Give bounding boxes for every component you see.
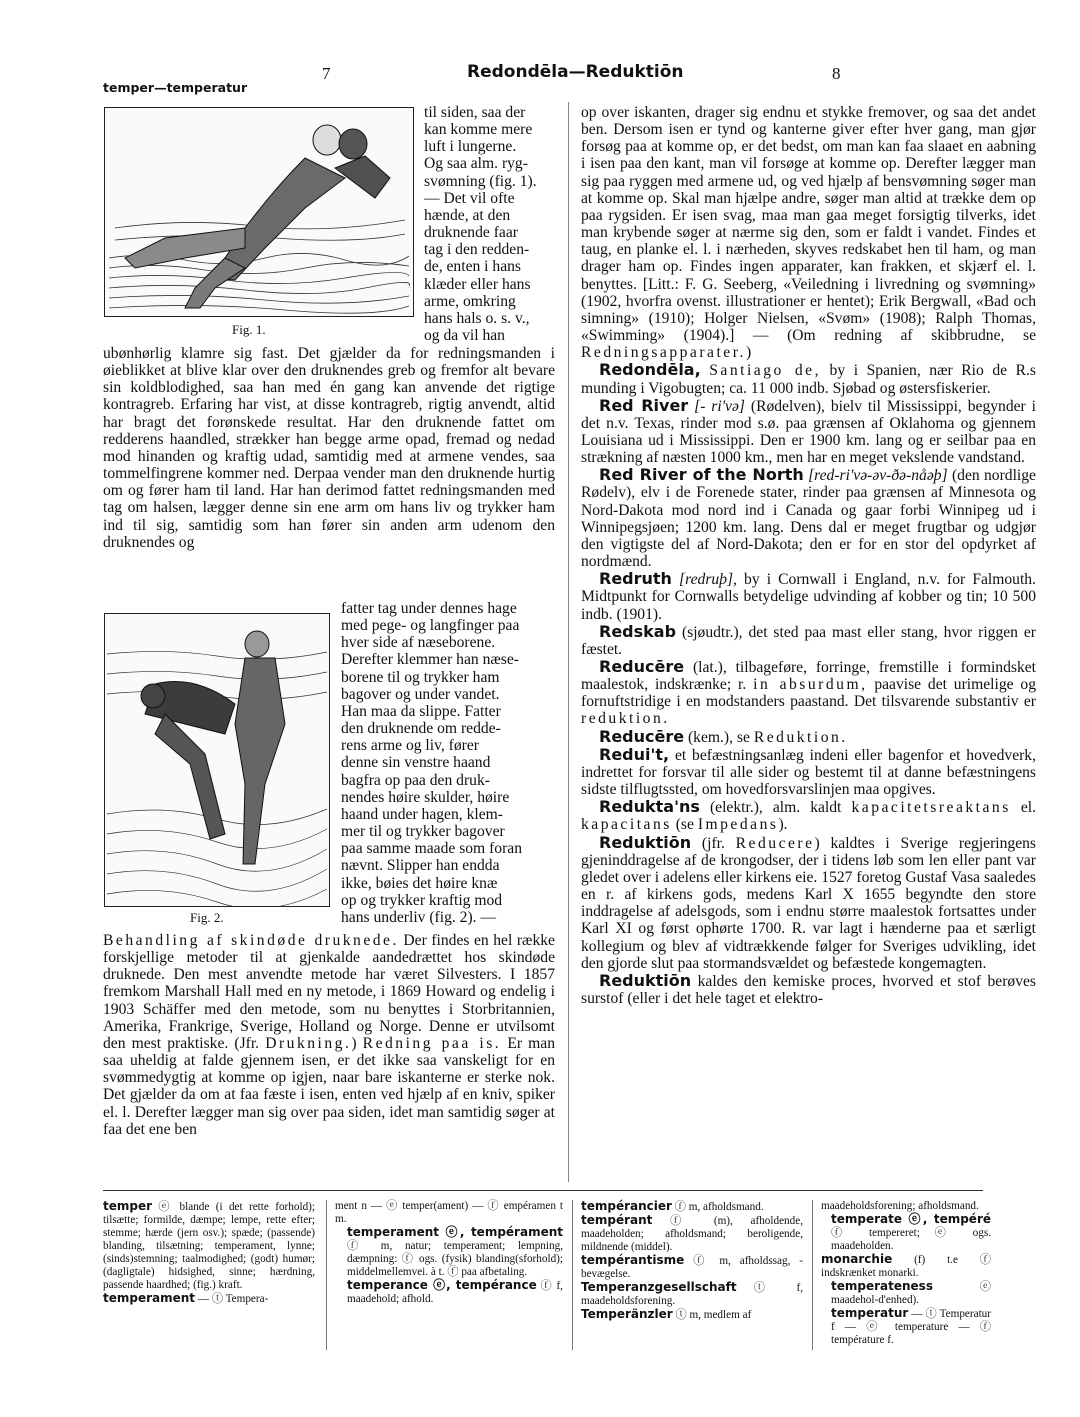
glossary-entry — [581, 1214, 803, 1254]
entry-reducere-lat — [581, 658, 1036, 728]
pronunciation: [redruþ], — [679, 571, 737, 589]
line: — Det vil ofte — [424, 189, 515, 207]
cross-reference-drukning[interactable]: Drukning. — [265, 1034, 352, 1052]
subheading-redning-paa-is: Redning paa is. — [362, 1034, 502, 1052]
glossary-entry — [335, 1279, 563, 1306]
glossary-headword: temperament — [103, 1291, 196, 1306]
line: med pege- og langfinger paa — [341, 617, 520, 635]
glossary-text: ⓣ f, maadeholdsforening. — [581, 1282, 803, 1308]
glossary-headword: Temperanzgesellschaft — [581, 1280, 737, 1295]
glossary-entry — [821, 1253, 991, 1280]
glossary-text: ⓕ (m), afholdende, maadeholden; afholdsmand; beroligende, mildnende (middel). — [581, 1215, 803, 1254]
glossary-entry — [581, 1281, 803, 1308]
line: hans underliv (fig. 2). — — [341, 908, 497, 926]
glossary-entry — [335, 1200, 563, 1226]
line: de, enten i hans — [424, 258, 521, 276]
glossary-headword: Temperänzler — [581, 1307, 673, 1322]
glossary-entry — [581, 1200, 803, 1214]
line: kan komme mere — [424, 121, 533, 139]
footer-column-4 — [812, 1200, 991, 1350]
line: luft i lungerne. — [424, 138, 517, 156]
line: tag i den redden- — [424, 241, 530, 259]
entry-text: (kem.), se — [684, 728, 750, 746]
entry-text: by i Spanien, nær Rio de R.s munding i Vigobugten; ca. 11 000 indb. Sjøbad og østersfiskerier. — [581, 362, 1036, 397]
headword: Redskab — [599, 621, 677, 641]
line: borene til og trykker ham — [341, 668, 500, 686]
glossary-headword: temperance ⓔ, tempérance — [347, 1278, 537, 1293]
cross-reference-impedans[interactable]: Impedans — [697, 816, 779, 834]
glossary-text: ⓕ m, natur; temperament; lempning, dæmpning: ⓕ ogs. (fysik) blanding(sforhold); middelmellemvei. à t. ⓕ paa afbetaling. — [347, 1240, 563, 1279]
entry-spaced: kapacitans — [581, 816, 672, 834]
line: Han maa da slippe. Fatter — [341, 702, 501, 720]
headword: Redondēla, — [599, 360, 701, 380]
glossary-entry — [821, 1307, 991, 1347]
line: nævnt. Slipper han endda — [341, 857, 500, 875]
entry-red-river-north — [581, 466, 1036, 570]
headword: Reducēre — [599, 726, 685, 746]
line: ikke, bøies det høire knæ — [341, 874, 498, 892]
entry-text: (den nordlige Rødelv), elv i de Forenede stater, rinder paa grænsen af Minnesota og Nord-Dakota mod nord ind i Canada og gaar forbi Winnipeg ud i Winnipegsjøen; 1200 km. lang. Dens dal er meget frugtbar og udgjør den vigtigste del af Nord-Dakota; den er for en stor del opdyrket af nordmænd. — [581, 467, 1036, 571]
entry-reduktion-sweden — [581, 834, 1036, 972]
entry-text: (elektr.), alm. kaldt — [699, 799, 842, 817]
glossary-entry — [103, 1292, 315, 1306]
glossary-text: ⓣ m, medlem af — [672, 1309, 752, 1322]
line: rens arme og liv, fører — [341, 737, 479, 755]
entry-reduktion-chem — [581, 972, 1036, 1007]
glossary-headword: temperate ⓔ, tempéré — [831, 1212, 991, 1227]
line: bagover og under vandet. — [341, 685, 500, 703]
pronunciation: [- ri'və] — [694, 397, 745, 415]
line: denne sin venstre haand — [341, 754, 491, 772]
line: druknende faar — [424, 224, 518, 242]
text-beside-figure-2 — [341, 600, 554, 926]
footer-column-1 — [103, 1200, 315, 1306]
line: bagfra op paa den druk- — [341, 771, 490, 789]
entry-text: paavise det urimelige og fornuftstridige i en modstanders paastand. Det tilsvarende substantiv er — [581, 676, 1036, 711]
entry-reduit — [581, 746, 1036, 798]
glossary-headword: temperateness — [831, 1279, 933, 1294]
underwater-rescue-drawing — [105, 614, 329, 906]
entry-reducere-kem — [581, 728, 1036, 746]
redning-text: Er man saa uheldig at falde gjennem isen, er det ikke saa vanskeligt for en svømmedygtig at komme op igjen, naar bare iskanterne er sterke nok. Det gjælder da om at faa fæste i isen, enten ved hjælp af en kniv, spiker el. l. Derefter lægger man sig over paa siden, idet man samtidig søger at faa det ene ben — [103, 1034, 555, 1138]
headword: Red River — [599, 395, 689, 415]
entry-text: (lat.), tilbageføre, forringe, fremstille i formindsket maalestok, indskrænke; r. — [581, 659, 1036, 694]
cross-reference-reducere[interactable]: Reducere — [735, 834, 815, 852]
glossary-headword: tempérancier — [581, 1199, 672, 1213]
line: mer til og trykker bagover — [341, 823, 505, 841]
entry-text: (Rødelven), bielv til Mississippi, begynder i det n.v. Texas, rinder mod s.ø. paa grænsen af Oklahoma og gjennem Louisiana ud i Mississippi. Den er 1900 km. lang og er seilbar paa en strækning af næsten 1000 km., men har en meget vekslende vandstand. — [581, 397, 1036, 467]
entry-text: et befæstningsanlæg indeni eller bagenfor et hovedverk, indrettet for forsvar til alle sider og bestemt til at danne befæstningens sidste tilflugtssted, om hovedforsvarslinjen maa opgives. — [581, 746, 1036, 799]
entry-text: (sjøudtr.), det sted paa mast eller stang, hvor riggen er fæstet. — [581, 623, 1036, 658]
headword: Red River of the North — [599, 465, 804, 485]
glossary-headword: temper — [103, 1199, 153, 1213]
pronunciation: [red-ri'və-əv-ðə-nåəþ] — [808, 467, 948, 485]
cross-reference-redningsapparater[interactable]: Redningsapparater. — [581, 344, 746, 362]
entry-redondela — [581, 361, 1036, 396]
entry-text: ) kaldtes i Sverige regjeringens gjeninddragelse af de krongodser, der i tidens løb som len eller pant var gledet over i adelens eller kirkens eie. 1527 foretog Gustaf Vasa saaledes en r. af kirkens gods, medens Karl X 1655 begyndte den store inddragelse af adelsgods, som i endnu større maalestok fortsattes under Karl XI og først ophørte 1700. R. var lagt i hænderne paa et særligt kollegium og blev af vidtrækkende følger for Sveriges udvikling, idet den gjorde slut paa stormandsvældet og befæstede kongemagten. — [581, 834, 1036, 972]
line: fatter tag under dennes hage — [341, 600, 517, 617]
footer-column-3 — [572, 1200, 803, 1350]
guide-words: temper—temperatur — [103, 80, 248, 95]
glossary-text: ⓕ m, afholdsmand. — [671, 1201, 764, 1213]
entry-text: (jfr. — [691, 834, 725, 852]
subheading-behandling: Behandling af skindøde druknede. — [103, 932, 399, 949]
entry-reduktans — [581, 798, 1036, 833]
glossary-text: ⓕ tempereret; ⓔ ogs. maadeholden. — [831, 1227, 991, 1253]
entry-text: by i Cornwall i England, n.v. for Falmouth. Midtpunkt for Cornwalls betydelige udvinding af kobber og tin; 10 500 indb. (1901). — [581, 571, 1036, 623]
entry-red-river — [581, 397, 1036, 467]
headword: Redruth — [599, 569, 672, 589]
glossary-headword: temperament ⓔ, tempérament — [347, 1225, 563, 1240]
headword: Redukta'ns — [599, 797, 700, 817]
glossary-text: — ⓣ Tempera- — [195, 1293, 269, 1306]
line: Og saa alm. ryg- — [424, 155, 528, 173]
glossary-entry — [821, 1213, 991, 1253]
glossary-entry — [821, 1280, 991, 1307]
line: svømning (fig. 1). — [424, 172, 537, 190]
line: nendes høire skulder, høire — [341, 788, 510, 806]
right-column — [581, 104, 1036, 1007]
glossary-text: ⓕ f, maadehold; afhold. — [347, 1280, 563, 1306]
glossary-headword: temperatur — [831, 1306, 909, 1321]
glossary-text: (f) t.e ⓕ indskrænket monarki. — [821, 1254, 991, 1280]
text-beside-figure-1 — [424, 104, 554, 344]
glossary-entry — [581, 1254, 803, 1281]
page-number-right: 8 — [832, 64, 841, 83]
cross-reference-reduktion[interactable]: Reduktion. — [753, 728, 848, 746]
entry-text: (se — [671, 816, 694, 834]
figure-1-caption: Fig. 1. — [232, 322, 266, 337]
headword: Redui't, — [599, 744, 670, 764]
entry-text: el. — [1010, 799, 1036, 817]
headword: Reduktiōn — [599, 970, 692, 990]
line: den druknende om redde- — [341, 720, 501, 738]
glossary-text: ⓔ maadehol-d'enhed). — [831, 1281, 991, 1307]
line: hænde, at den — [424, 206, 511, 224]
entry-text: ). — [778, 816, 788, 834]
glossary-text: — ⓣ Temperatur f — ⓔ temperature — ⓕ température f. — [831, 1308, 991, 1347]
line: hver side af næseborene. — [341, 634, 496, 652]
continuation-paragraph: op over iskanten, drager sig endnu et stykke fremover, og saa det andet ben. Dersom isen er tynd og kanterne giver efter hver gang, man gjør forsøg paa at komme op, er det bedst, om man kan faa slaaet en aabning i isen paa den kant, man vil forsøge at komme op. Derefter lægger man sig paa ryggen med armene ud, og ved hjælp af bensvømning søger man at komme op. Skal man hjælpe andre, søger man altid at trække dem op paa rygsiden. Er isen svag, maa man gaa meget forsigtig tilverks, idet man krybende søger at nærme sig den, som er faldt i vandet. Findes et taug, en planke el. l. i nærheden, skyves redskabet hen til ham, og man drager ham op. Findes ingen apparater, kan frakken, et skjærf el. l. benyttes. [Litt.: F. G. Seeberg, «Veiledning i livredning og svømning» (1902, hvorfra ovenst. illustrationer er hentet); Erik Bergwall, «Bad och simning» (1910); Holger Nielsen, «Svøm» (1908); Ralph Thomas, «Swimming» (1904).] — (Om redning af skibbrudne, se Redningsapparater.) — [581, 104, 1036, 362]
figure-2-illustration — [104, 613, 330, 907]
entry-spaced: in absurdum, — [753, 676, 868, 694]
glossary-text: ⓕ m, afholdssag, -bevægelse. — [581, 1255, 803, 1281]
headword: Reduktiōn — [599, 832, 692, 852]
line: arme, omkring — [424, 292, 516, 310]
headword: Reducēre — [599, 657, 685, 676]
entry-redskab — [581, 623, 1036, 658]
glossary-headword: tempérantisme — [581, 1253, 685, 1268]
footer-rule — [103, 1190, 983, 1191]
glossary-text: ment n — ⓔ temper(ament) — ⓕ empéramen t m. — [335, 1200, 563, 1226]
line: op og trykker kraftig mod — [341, 891, 503, 909]
glossary-headword: monarchie — [821, 1252, 893, 1267]
resuscitation-paragraph: Behandling af skindøde druknede. Der findes en hel række forskjellige metoder til at gjenkalde aandedrættet hos skindøde druknede. Den mest anvendte metode har været Silvesters. I 1857 fremkom Marshall Hall med en ny metode, i 1869 Howard og endelig i 1903 Schäffer med den metode, som nu benyttes i Storbritannien, Amerika, Frankrige, Sverige, Holland og Norge. Denne er utvilsomt den mest praktiske. (Jfr. Drukning.) Redning paa is. Er man saa uheldig at falde gjennem isen, er det ikke saa vanskeligt for en svømmedygtig at komme op igjen, naar bare iskanterne er sterke nok. Det gjælder da om at faa fæste i isen, enten ved hjælp af en kniv, spiker el. l. Derefter lægger man sig over paa siden, idet man samtidig søger at faa det ene ben — [103, 932, 555, 1138]
figure-1-illustration — [104, 107, 414, 317]
entry-text: kaldes den kemiske proces, hvorved et stof berøves surstof (eller i det hele taget et elektro- — [581, 972, 1036, 1007]
line: hans hals o. s. v., — [424, 309, 530, 327]
line: og da vil han — [424, 327, 505, 345]
glossary-text: maadeholdsforening; afholdsmand. — [821, 1200, 979, 1212]
figure-2-caption: Fig. 2. — [190, 910, 224, 925]
page-number-left: 7 — [322, 64, 331, 83]
glossary-headword: tempérant — [581, 1213, 653, 1228]
glossary-text: ⓔ blande (i det rette forhold); tilsætte; formilde, dæmpe; lempe, rette efter; stemme; hærde (jern osv.); spæde; (passende) blanding, tilsætning; temperament, lynne; (sinds)stemning; taalmodighed; (godt) humør; (dagligtale) hidsighed, sinne; hærdning, passende haardhed; (fig.) kraft. — [103, 1201, 315, 1292]
column-divider — [568, 102, 570, 1182]
entry-spaced: reduktion. — [581, 710, 670, 728]
rescue-technique-paragraph: ubønhørlig klamre sig fast. Det gjælder da for redningsmanden i øieblikket at blive klar over den druknendes greb og fremfor alt bevare sin koldblodighed, saa han med én gang kan anvende det rigtige kontragreb. Erfaring har vist, at disse kontragreb, rigtig anvendt, altid har bragt det forønskede resultat. Har den druknende fattet om redderens haandled, strækker han begge arme opad, fremad og nedad mod hinanden og kraftig udad, samtidig med at armene vendes, saa tommelfingrene kommer ned. Derpaa vender man den druknende hurtig om og fører ham til land. Har han derimod fattet redningsmanden med tag om halsen, lægger denne sin ene arm om hans liv og trykker ham ind til sig, samtidig som han fører sin anden arm udenom den druknendes og — [103, 345, 555, 551]
line: til siden, saa der — [424, 104, 526, 121]
glossary-entry — [335, 1226, 563, 1279]
swimmer-rescue-drawing — [105, 108, 413, 316]
entry-redruth — [581, 570, 1036, 622]
line: klæder eller hans — [424, 275, 531, 293]
page-title: Redondēla—Reduktiōn — [467, 62, 684, 82]
line: paa samme maade som foran — [341, 840, 522, 858]
footer-column-2 — [326, 1200, 563, 1350]
entry-spaced: kapacitetsreaktans — [851, 799, 1011, 817]
line: Derefter klemmer han næse- — [341, 651, 519, 669]
glossary-entry — [581, 1308, 803, 1322]
glossary-entry — [103, 1200, 315, 1292]
line: haand under hagen, klem- — [341, 805, 503, 823]
continuation-text: op over iskanten, drager sig endnu et stykke fremover, og saa det andet ben. Dersom isen er tynd og kanterne giver efter hver gang, man gjør forsøg paa at komme op, er det bedst, om man kan faa slaaet en aabning i isen paa den kant, man vil forsøge at komme op. Derefter lægger man sig paa ryggen med armene ud, og ved hjælp af bensvømning søger man at komme op. Skal man hjælpe andre, søger man altid at trække dem op paa rygsiden. Er isen svag, maa man gaa meget forsigtig tilverks, idet man krybende søger at nærme sig den, som er faldt i vandet. Findes et taug, en planke el. l. i nærheden, skyves redskabet hen til ham, og man drager ham op. Findes ingen apparater, kan frakken, et skjærf el. l. benyttes. [Litt.: F. G. Seeberg, «Veiledning i livredning og svømning» (1902, hvorfra ovenst. illustrationer er hentet); Erik Bergwall, «Bad och simning» (1910); Holger Nielsen, «Svøm» (1908); Ralph Thomas, «Swimming» (1904).] — (Om redning af skibbrudne, se — [581, 104, 1036, 345]
entry-spaced: Santiago de, — [709, 362, 821, 380]
behandling-text: Der findes en hel række forskjellige metoder til at gjenkalde aandedrættet hos skindøde druknede. Den mest anvendte metode har været Silvesters. I 1857 fremkom Marshall Hall med en ny metode, i 1869 Howard og endelig i 1903 Schäffer med den metode, som nu benyttes i Storbritannien, Amerika, Frankrige, Sverige, Holland og Norge. Denne er utvilsomt den mest praktiske. (Jfr. — [103, 932, 555, 1052]
